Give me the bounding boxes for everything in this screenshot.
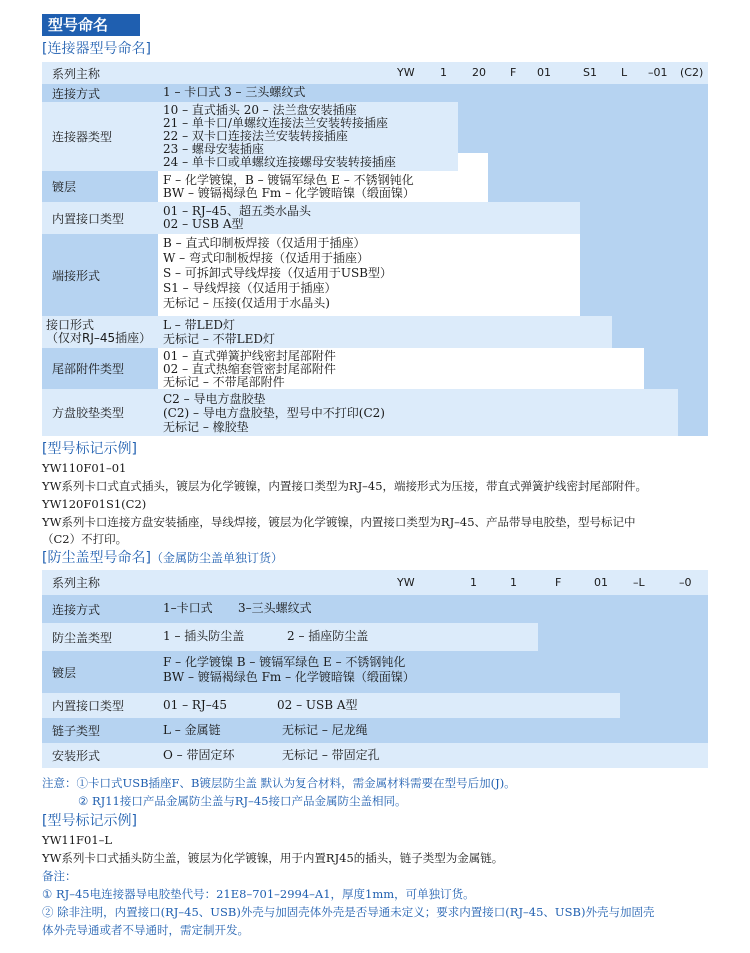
row-label-series: 系列主称 — [52, 66, 101, 81]
row-label-led — [42, 316, 158, 348]
example2-title: [型号标记示例] — [42, 813, 137, 829]
row-label-tail: 尾部附件类型 — [42, 348, 158, 389]
termination-line: S1 – 导线焊接（仅适用于插座） — [163, 281, 337, 295]
row-label-connect: 连接方式 — [42, 84, 158, 102]
note-line-1: 注意：①卡口式USB插座F、B镀层防尘盖 默认为复合材料，需金属材料需要在型号后加(J)。 — [42, 776, 516, 790]
row-label-led-line1: 接口形式 — [46, 318, 95, 332]
type-line: 23 – 螺母安装插座 — [163, 142, 264, 156]
remark-line: 体外壳导通或者不导通时，需定制开发。 — [42, 923, 249, 937]
code2-interface: 01 — [594, 576, 608, 589]
step-shade — [488, 84, 540, 202]
cap-interface-opt: 02 – USB A型 — [277, 698, 358, 712]
row-label-plating: 镀层 — [42, 171, 158, 202]
row-label-gasket: 方盘胶垫类型 — [42, 389, 158, 436]
code-type: 20 — [472, 66, 486, 79]
code-led: L — [621, 66, 628, 79]
cap-connect-opt: 1–卡口式 — [163, 601, 213, 615]
led-line: L – 带LED灯 — [163, 318, 235, 332]
row2-label-connect: 连接方式 — [42, 595, 158, 623]
row-label-type: 连接器类型 — [42, 102, 158, 171]
step-shade — [580, 84, 612, 316]
row-fill — [158, 693, 620, 718]
cap-interface-opt: 01 – RJ–45 — [163, 698, 228, 712]
step-shade — [488, 595, 538, 623]
code2-plating: F — [555, 576, 562, 589]
row-label-led-line2: （仅对RJ–45插座） — [46, 331, 152, 345]
example1-line: YW120F01S1(C2) — [42, 497, 147, 511]
termination-line: 无标记 – 压接(仅适用于水晶头) — [163, 296, 330, 310]
gasket-line: 无标记 – 橡胶垫 — [163, 420, 249, 434]
remark-line: ② 除非注明，内置接口(RJ–45、USB)外壳与加固壳体外壳是否导通未定义；要求内置接口(RJ–45、USB)外壳与加固壳 — [42, 905, 655, 919]
row2-label-mount: 安装形式 — [42, 743, 158, 768]
row2-label-chain: 链子类型 — [42, 718, 158, 743]
connect-options: 1 – 卡口式 3 – 三头螺纹式 — [163, 85, 306, 99]
cap-mount-opt: 无标记 – 带固定孔 — [282, 748, 380, 762]
example1-line: YW110F01–01 — [42, 461, 127, 475]
example1-title: [型号标记示例] — [42, 441, 137, 457]
step-shade — [158, 718, 660, 743]
code2-mount: –0 — [679, 576, 692, 589]
termination-line: B – 直式印制板焊接（仅适用于插座） — [163, 236, 366, 250]
code-yw: YW — [397, 66, 415, 79]
row-label-termination: 端接形式 — [42, 234, 158, 316]
section2-title-text: [防尘盖型号命名] — [42, 550, 151, 566]
code2-chain: –L — [633, 576, 645, 589]
cap-chain-opt: L – 金属链 — [163, 723, 221, 737]
interface-line: 02 – USB A型 — [163, 217, 244, 231]
example1-line: YW系列卡口式直式插头，镀层为化学镀镍，内置接口类型为RJ–45，端接形式为压接，带直式弹簧护线密封尾部附件。 — [42, 479, 648, 493]
remark-line: ① RJ–45电连接器导电胶垫代号：21E8–701–2994–A1，厚度1mm，可单独订货。 — [42, 887, 475, 901]
code-gasket: (C2) — [680, 66, 704, 79]
example2-line: YW系列卡口式插头防尘盖，镀层为化学镀镍，用于内置RJ45的插头，链子类型为金属链。 — [42, 851, 504, 865]
step-shade — [644, 84, 678, 389]
section2-title — [42, 549, 283, 567]
type-line: 10 – 直式插头 20 – 法兰盘安装插座 — [163, 103, 357, 117]
termination-line: W – 弯式印制板焊接（仅适用于插座） — [163, 251, 369, 265]
cap-plating-line: BW – 镀镉褐绿色 Fm – 化学镀暗镍（缎面镍） — [163, 670, 415, 684]
gasket-line: (C2) – 导电方盘胶垫，型号中不打印(C2) — [163, 406, 385, 420]
row-label-interface: 内置接口类型 — [42, 202, 158, 234]
tail-line: 01 – 直式弹簧护线密封尾部附件 — [163, 349, 336, 363]
step-shade — [620, 595, 660, 718]
code-plating: F — [510, 66, 517, 79]
step-shade — [660, 595, 708, 743]
code2-yw: YW — [397, 576, 415, 589]
code-connect: 1 — [440, 66, 447, 79]
step-shade — [580, 595, 620, 693]
code2-cap: 1 — [510, 576, 517, 589]
code-interface: 01 — [537, 66, 551, 79]
example1-line: （C2）不打印。 — [42, 532, 128, 546]
row-fill — [158, 743, 708, 768]
section2-title-note: （金属防尘盖单独订货） — [150, 551, 283, 565]
cap-plating-line: F – 化学镀镍 B – 镀镉军绿色 E – 不锈钢钝化 — [163, 655, 406, 669]
cap-type-opt: 2 – 插座防尘盖 — [287, 629, 369, 643]
step-shade — [538, 595, 580, 651]
cap-connect-opt: 3–三头螺纹式 — [238, 601, 312, 615]
step-shade — [458, 84, 488, 153]
cap-mount-opt: O – 带固定环 — [163, 748, 235, 762]
row2-label-interface: 内置接口类型 — [42, 693, 158, 718]
code-tail: –01 — [648, 66, 668, 79]
code2-connect: 1 — [470, 576, 477, 589]
gasket-line: C2 – 导电方盘胶垫 — [163, 392, 266, 406]
cap-chain-opt: 无标记 – 尼龙绳 — [282, 723, 368, 737]
interface-line: 01 – RJ–45、超五类水晶头 — [163, 204, 312, 218]
row2-label-series: 系列主称 — [52, 576, 101, 590]
code-termination: S1 — [583, 66, 597, 79]
row2-label-cap: 防尘盖类型 — [42, 623, 158, 651]
row2-label-plating: 镀层 — [42, 651, 158, 693]
type-line: 24 – 单卡口或单螺纹连接螺母安装转接插座 — [163, 155, 396, 169]
section1-title: [连接器型号命名] — [42, 41, 151, 57]
plating-line: F – 化学镀镍，B – 镀镉军绿色 E – 不锈钢钝化 — [163, 173, 414, 187]
tail-line: 02 – 直式热缩套管密封尾部附件 — [163, 362, 336, 376]
termination-line: S – 可拆卸式导线焊接（仅适用于USB型） — [163, 266, 393, 280]
led-line: 无标记 – 不带LED灯 — [163, 332, 275, 346]
tail-line: 无标记 – 不带尾部附件 — [163, 375, 285, 389]
example2-line: YW11F01–L — [42, 833, 113, 847]
remarks-title: 备注： — [42, 869, 77, 883]
cap-type-opt: 1 – 插头防尘盖 — [163, 629, 245, 643]
type-line: 22 – 双卡口连接法兰安装转接插座 — [163, 129, 348, 143]
step-shade — [612, 84, 644, 348]
note-line-2: ② RJ11接口产品金属防尘盖与RJ–45接口产品金属防尘盖相同。 — [78, 794, 407, 808]
type-line: 21 – 单卡口/单螺纹连接法兰安装转接插座 — [163, 116, 388, 130]
step-shade — [678, 84, 708, 436]
example1-line: YW系列卡口连接方盘安装插座，导线焊接，镀层为化学镀镍，内置接口类型为RJ–45、产品带导电胶垫，型号标记中 — [42, 515, 636, 529]
page-banner: 型号命名 — [42, 14, 140, 36]
plating-line: BW – 镀镉褐绿色 Fm – 化学镀暗镍（缎面镍） — [163, 186, 415, 200]
